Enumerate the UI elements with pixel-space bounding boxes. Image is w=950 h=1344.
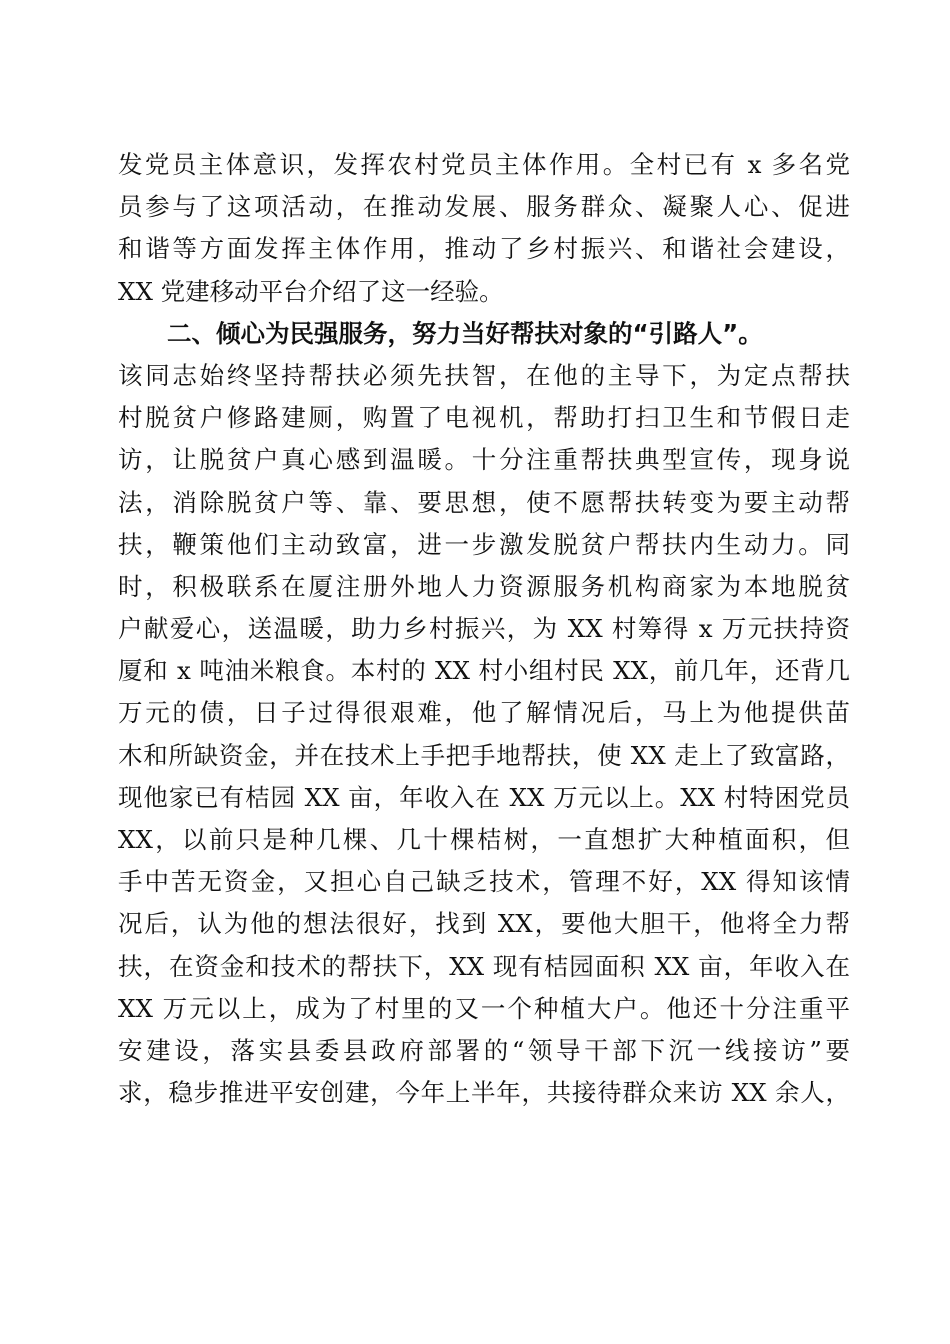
text-line: XX 党建移动平台介绍了这一经验。 <box>118 276 504 306</box>
text-line: XX 万元以上，成为了村里的又一个种植大户。他还十分注重平 <box>118 993 850 1023</box>
body-text <box>118 144 850 1114</box>
text-line: 户献爱心，送温暖，助力乡村振兴，为 XX 村筹得 x 万元扶持资 <box>118 614 850 644</box>
text-line: 村脱贫户修路建厕，购置了电视机，帮助打扫卫生和节假日走 <box>118 403 850 433</box>
text-line: 法，消除脱贫户等、靠、要思想，使不愿帮扶转变为要主动帮 <box>118 487 850 517</box>
text-line: XX，以前只是种几棵、几十棵桔树，一直想扩大种植面积，但 <box>118 825 850 854</box>
text-line: 万元的债，日子过得很艰难，他了解情况后，马上为他提供苗 <box>118 698 850 728</box>
text-line: 和谐等方面发挥主体作用，推动了乡村振兴、和谐社会建设， <box>118 234 850 264</box>
text-line: 发党员主体意识，发挥农村党员主体作用。全村已有 x 多名党 <box>118 150 850 179</box>
text-line: 该同志始终坚持帮扶必须先扶智，在他的主导下，为定点帮扶 <box>118 360 850 390</box>
text-line: 求，稳步推进平安创建，今年上半年，共接待群众来访 XX 余人， <box>118 1078 850 1108</box>
text-line: 安建设，落实县委县政府部署的“领导干部下沉一线接访”要 <box>118 1035 850 1065</box>
text-line: 木和所缺资金，并在技术上手把手地帮扶，使 XX 走上了致富路， <box>118 740 850 770</box>
section-heading: 二、倾心为民强服务，努力当好帮扶对象的“引路人”。 <box>167 318 763 348</box>
text-line: 扶，在资金和技术的帮扶下，XX 现有桔园面积 XX 亩，年收入在 <box>118 951 850 981</box>
text-line: 手中苦无资金，又担心自己缺乏技术，管理不好，XX 得知该情 <box>118 867 850 897</box>
text-line: 扶，鞭策他们主动致富，进一步激发脱贫户帮扶内生动力。同 <box>118 529 850 559</box>
text-line: 现他家已有桔园 XX 亩，年收入在 XX 万元以上。XX 村特困党员 <box>118 782 850 812</box>
text-line: 访，让脱贫户真心感到温暖。十分注重帮扶典型宣传，现身说 <box>118 445 850 475</box>
text-line: 厦和 x 吨油米粮食。本村的 XX 村小组村民 XX，前几年，还背几 <box>118 656 850 686</box>
text-line: 时，积极联系在厦注册外地人力资源服务机构商家为本地脱贫 <box>118 571 850 601</box>
text-line: 员参与了这项活动，在推动发展、服务群众、凝聚人心、促进 <box>118 192 850 222</box>
text-line: 况后，认为他的想法很好，找到 XX，要他大胆干，他将全力帮 <box>118 909 850 939</box>
